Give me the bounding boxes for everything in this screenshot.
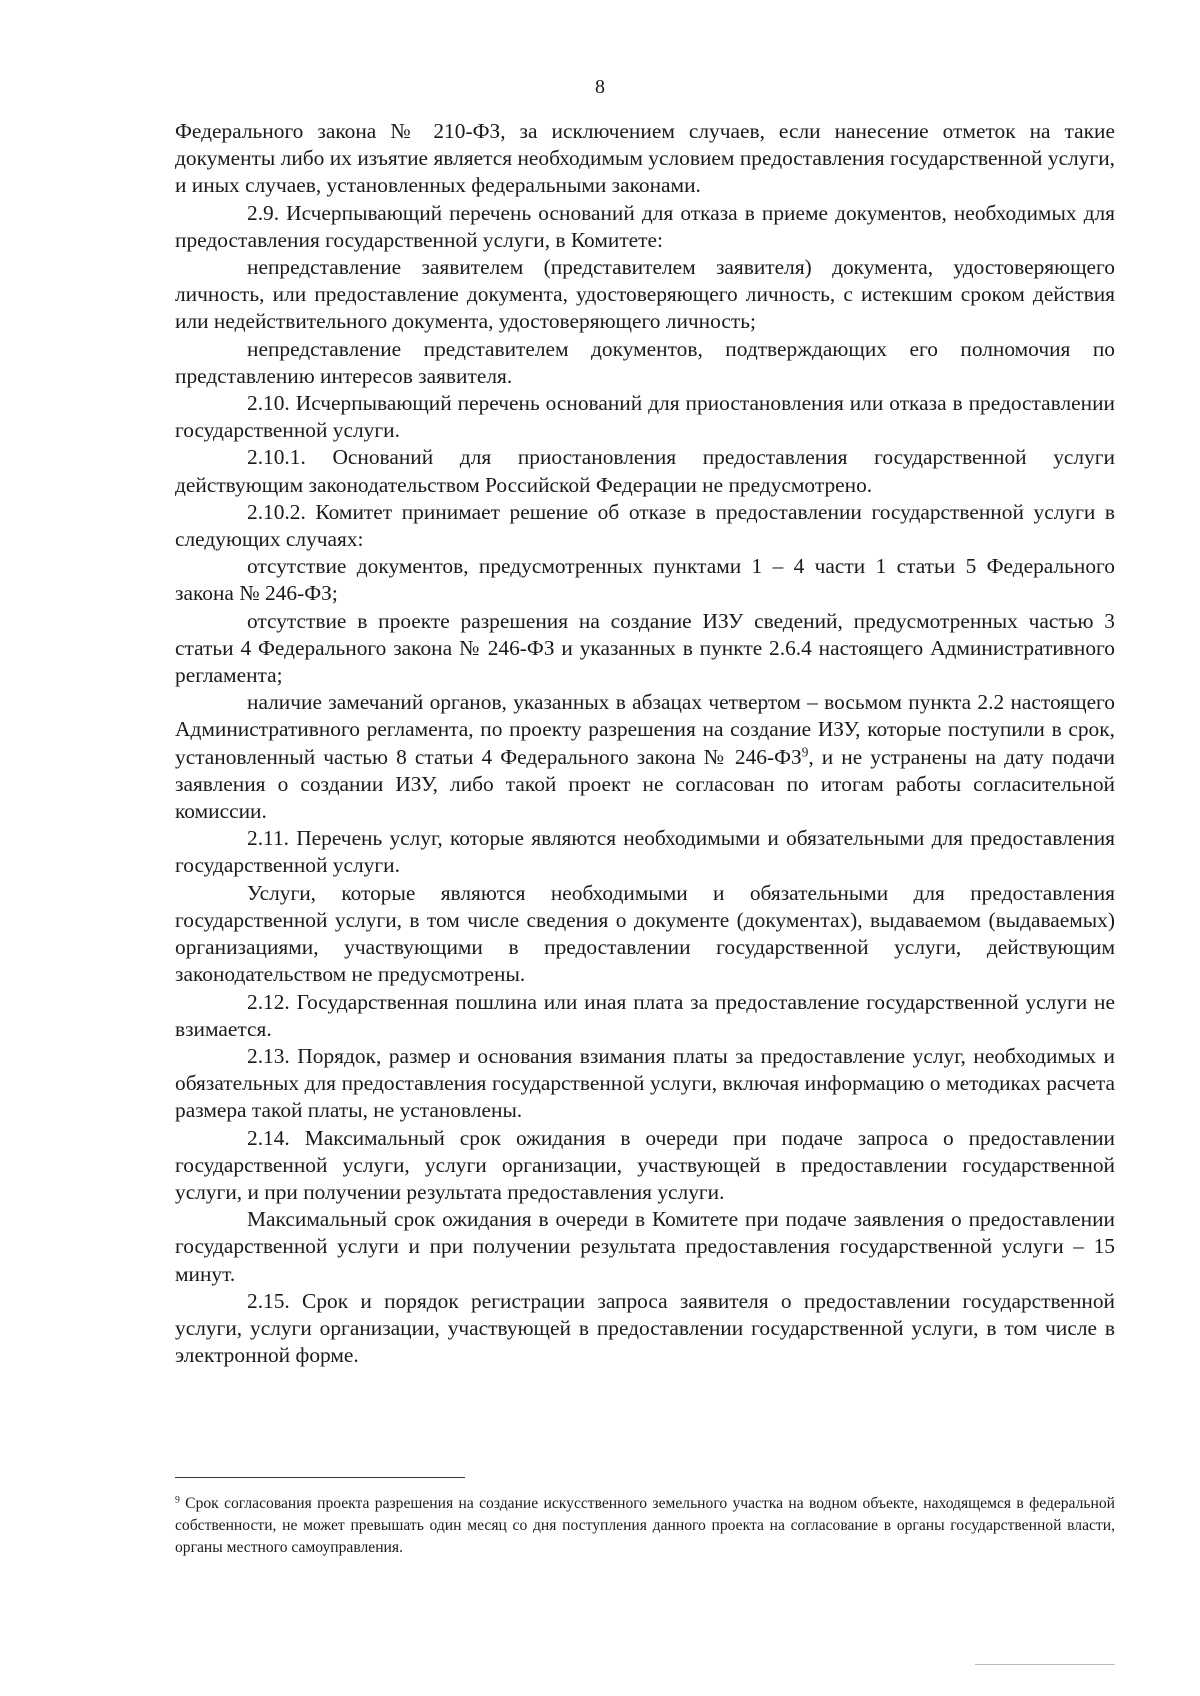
paragraph: 2.10.1. Оснований для приостановления предоставления государственной услуги действующим законодательством Российской Федерации не предусмотрено.: [175, 445, 1115, 497]
page-number: 8: [595, 76, 605, 98]
paragraph-with-footnote: [175, 689, 1115, 825]
paragraph: Услуги, которые являются необходимыми и обязательными для предоставления государственной услуги, в том числе сведения о документе (документах), выдаваемом (выдаваемых) организациями, участвующими в предоставлении государственной услуги, действующим законодательством не предусмотрены.: [175, 880, 1115, 987]
bottom-rule: [975, 1664, 1115, 1665]
paragraph: отсутствие документов, предусмотренных пунктами 1 – 4 части 1 статьи 5 Федерального закона № 246-ФЗ;: [175, 554, 1115, 606]
paragraph: непредставление представителем документов, подтверждающих его полномочия по представлению интересов заявителя.: [175, 336, 1115, 388]
paragraph: непредставление заявителем (представителем заявителя) документа, удостоверяющего личность, или предоставление документа, удостоверяющего личность, с истекшим сроком действия или недействительного документа, удостоверяющего личность;: [175, 255, 1115, 334]
paragraph: 2.9. Исчерпывающий перечень оснований для отказа в приеме документов, необходимых для предоставления государственной услуги, в Комитете:: [175, 200, 1115, 252]
paragraph-text: наличие замечаний органов, указанных в абзацах четвертом – восьмом пункта 2.2 настоящего Административного регламента, по проекту разрешения на создание ИЗУ, которые поступили в срок, установленный частью 8 статьи 4 Федерального закона № 246-ФЗ: [175, 690, 1115, 769]
paragraph: 2.12. Государственная пошлина или иная плата за предоставление государственной услуги не взимается.: [175, 989, 1115, 1041]
footnote-reference[interactable]: 9: [801, 744, 809, 760]
paragraph: отсутствие в проекте разрешения на создание ИЗУ сведений, предусмотренных частью 3 статьи 4 Федерального закона № 246-ФЗ и указанных в пункте 2.6.4 настоящего Административного регламента;: [175, 608, 1115, 688]
footnote-separator: [175, 1477, 465, 1478]
paragraph: Федерального закона № 210-ФЗ, за исключением случаев, если нанесение отметок на такие документы либо их изъятие является необходимым условием предоставления государственной услуги, и иных случаев, установленных федеральными законами.: [175, 119, 1115, 198]
paragraph: 2.14. Максимальный срок ожидания в очереди при подаче запроса о предоставлении государственной услуги, услуги организации, участвующей в предоставлении государственной услуги, и при получении результата предоставления услуги.: [175, 1125, 1115, 1204]
footnote: [175, 1493, 1115, 1559]
footnote-text: Срок согласования проекта разрешения на создание искусственного земельного участка на водном объекте, находящемся в федеральной собственности, не может превышать один месяц со дня поступления данного проекта на согласование в органы государственной власти, органы местного самоуправления.: [175, 1495, 1115, 1556]
paragraph-text: , и не устранены на дату подачи заявления о создании ИЗУ, либо такой проект не согласован по итогам работы согласительной комиссии.: [175, 744, 1115, 824]
document-body: [175, 118, 1115, 1369]
paragraph: 2.11. Перечень услуг, которые являются необходимыми и обязательными для предоставления государственной услуги.: [175, 826, 1115, 878]
paragraph: 2.10.2. Комитет принимает решение об отказе в предоставлении государственной услуги в следующих случаях:: [175, 499, 1115, 552]
paragraph: Максимальный срок ожидания в очереди в Комитете при подаче заявления о предоставлении государственной услуги и при получении результата предоставления государственной услуги – 15 минут.: [175, 1207, 1115, 1286]
paragraph: 2.13. Порядок, размер и основания взимания платы за предоставление услуг, необходимых и обязательных для предоставления государственной услуги, включая информацию о методиках расчета размера такой платы, не установлены.: [175, 1043, 1115, 1123]
paragraph: 2.15. Срок и порядок регистрации запроса заявителя о предоставлении государственной услуги, услуги организации, участвующей в предоставлении государственной услуги, в том числе в электронной форме.: [175, 1288, 1115, 1368]
footnote-marker: 9: [175, 1494, 180, 1506]
paragraph: 2.10. Исчерпывающий перечень оснований для приостановления или отказа в предоставлении государственной услуги.: [175, 391, 1115, 443]
